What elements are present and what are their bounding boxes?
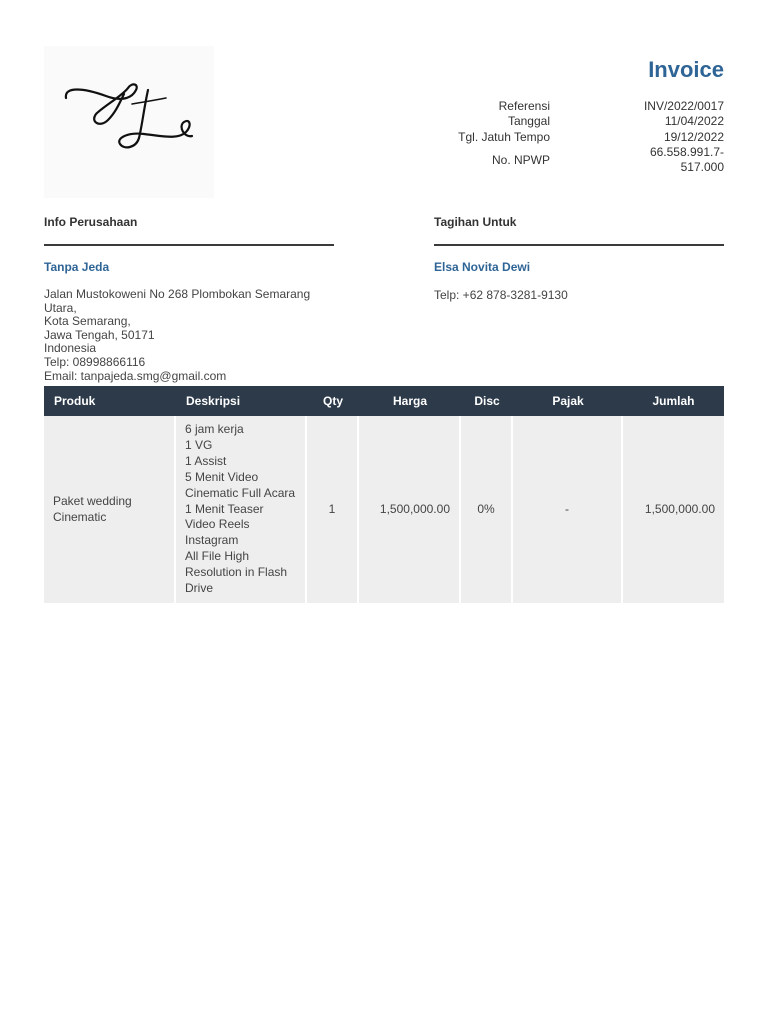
customer-name: Elsa Novita Dewi	[434, 260, 531, 274]
column-header: Pajak	[513, 386, 623, 416]
description-cell-line: Drive	[185, 581, 214, 596]
bill-to-heading: Tagihan Untuk	[434, 215, 724, 246]
description-cell-line: All File High	[185, 549, 250, 564]
meta-value: 66.558.991.7-517.000	[649, 144, 724, 175]
product-cell	[44, 416, 176, 603]
meta-row	[400, 130, 724, 145]
meta-row	[400, 99, 724, 114]
meta-label: Tgl. Jatuh Tempo	[458, 129, 550, 144]
invoice-meta-table	[400, 99, 724, 175]
product-cell-line: Paket wedding	[53, 493, 132, 508]
column-header: Harga	[359, 386, 461, 416]
invoice-title: Invoice	[648, 57, 724, 82]
description-cell-line: Video Reels	[185, 517, 250, 532]
company-logo	[44, 46, 214, 198]
description-cell-line: 1 VG	[185, 437, 213, 452]
description-cell-line: 1 Menit Teaser	[185, 501, 264, 516]
meta-label: Referensi	[498, 99, 550, 113]
column-header: Produk	[44, 386, 176, 416]
table-header-row	[44, 386, 724, 416]
description-cell-line: Instagram	[185, 533, 239, 548]
address-line: Utara,	[44, 300, 77, 315]
meta-row	[400, 114, 724, 129]
meta-label: Tanggal	[507, 114, 550, 129]
company-name: Tanpa Jeda	[44, 260, 110, 274]
description-cell-line: Resolution in Flash	[185, 565, 288, 580]
tax-cell: -	[513, 416, 623, 603]
address-line: Indonesia	[44, 341, 97, 356]
customer-phone: Telp: +62 878-3281-9130	[434, 288, 568, 302]
address-line: Email: tanpajeda.smg@gmail.com	[44, 368, 227, 383]
address-line: Kota Semarang,	[44, 314, 131, 329]
product-cell-line: Cinematic	[53, 510, 107, 525]
address-line: Jalan Mustokoweni No 268 Plombokan Semarang	[44, 287, 311, 301]
price-cell: 1,500,000.00	[359, 416, 461, 603]
meta-label: No. NPWP	[491, 152, 550, 167]
tj-signature-logo	[44, 46, 214, 198]
qty-cell: 1	[307, 416, 359, 603]
description-cell	[176, 416, 307, 603]
description-cell-line: Cinematic Full Acara	[185, 485, 296, 500]
column-header: Deskripsi	[176, 386, 307, 416]
meta-value: INV/2022/0017	[643, 99, 724, 113]
description-cell-line: 5 Menit Video	[185, 469, 259, 484]
discount-cell: 0%	[461, 416, 513, 603]
address-line: Telp: 08998866116	[44, 354, 146, 369]
amount-cell: 1,500,000.00	[623, 416, 724, 603]
company-address	[44, 288, 324, 383]
column-header: Qty	[307, 386, 359, 416]
description-cell-line: 6 jam kerja	[185, 422, 244, 436]
address-line: Jawa Tengah, 50171	[44, 327, 155, 342]
table-row	[44, 416, 724, 603]
company-info-heading: Info Perusahaan	[44, 215, 334, 246]
meta-value: 11/04/2022	[664, 114, 724, 129]
meta-row	[400, 145, 724, 176]
column-header: Jumlah	[623, 386, 724, 416]
meta-value: 19/12/2022	[663, 129, 724, 144]
invoice-items-table	[44, 386, 724, 603]
description-cell-line: 1 Assist	[185, 453, 227, 468]
column-header: Disc	[461, 386, 513, 416]
